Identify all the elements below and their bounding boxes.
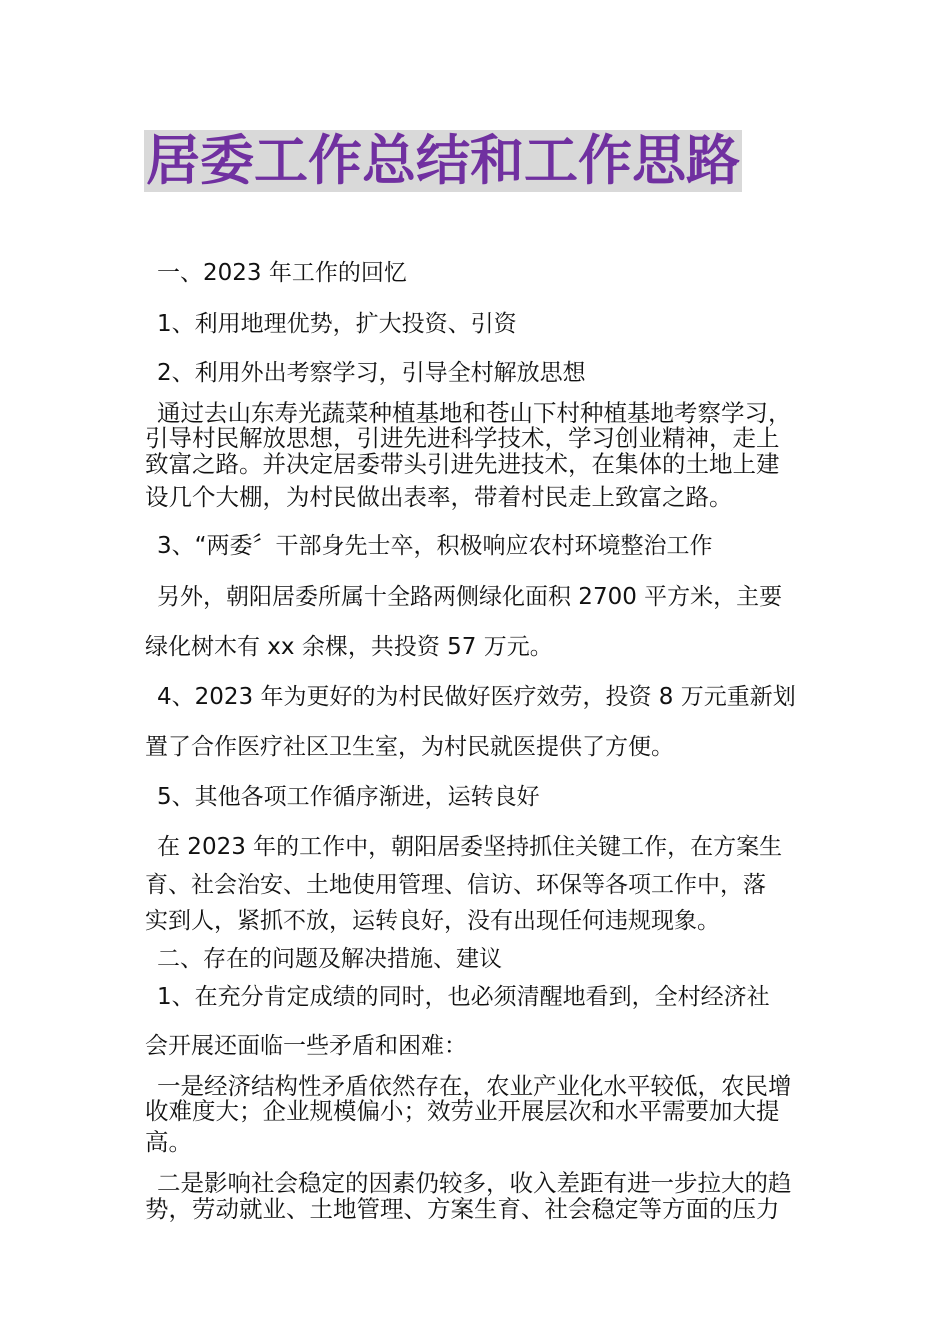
paragraph-line: 势，劳动就业、土地管理、方案生育、社会稳定等方面的压力 xyxy=(145,1195,780,1223)
item-4: 4、2023 年为更好的为村民做好医疗效劳，投资 8 万元重新划 xyxy=(157,684,796,710)
document-title: 居委工作总结和工作思路 xyxy=(146,129,740,192)
heading-section-1: 一、2023 年工作的回忆 xyxy=(157,260,407,286)
paragraph-line: 致富之路。并决定居委带头引进先进技术，在集体的土地上建 xyxy=(145,450,780,478)
paragraph-line: 实到人，紧抓不放，运转良好，没有出现任何违规现象。 xyxy=(145,908,720,934)
paragraph-line: 会开展还面临一些矛盾和困难： xyxy=(145,1033,467,1059)
paragraph-line: 绿化树木有 xx 余棵，共投资 57 万元。 xyxy=(145,634,553,660)
item-5: 5、其他各项工作循序渐进，运转良好 xyxy=(157,784,540,810)
item-1-problems: 1、在充分肯定成绩的同时，也必须清醒地看到，全村经济社 xyxy=(157,984,770,1010)
paragraph-line: 一是经济结构性矛盾依然存在，农业产业化水平较低，农民增 xyxy=(157,1072,792,1100)
paragraph-line: 置了合作医疗社区卫生室，为村民就医提供了方便。 xyxy=(145,734,674,760)
heading-section-2: 二、存在的问题及解决措施、建议 xyxy=(157,946,502,972)
paragraph-line: 设几个大棚，为村民做出表率，带着村民走上致富之路。 xyxy=(145,483,733,511)
paragraph-line: 收难度大；企业规模偏小；效劳业开展层次和水平需要加大提 xyxy=(145,1097,780,1125)
paragraph-line: 育、社会治安、土地使用管理、信访、环保等各项工作中，落 xyxy=(145,872,766,898)
item-2: 2、利用外出考察学习，引导全村解放思想 xyxy=(157,360,586,386)
item-1: 1、利用地理优势，扩大投资、引资 xyxy=(157,311,517,337)
paragraph-line: 在 2023 年的工作中，朝阳居委坚持抓住关键工作，在方案生 xyxy=(157,834,783,860)
paragraph-line: 二是影响社会稳定的因素仍较多，收入差距有进一步拉大的趋 xyxy=(157,1169,792,1197)
paragraph-line: 高。 xyxy=(145,1128,192,1156)
paragraph-line: 通过去山东寿光蔬菜种植基地和苍山下村种植基地考察学习， xyxy=(157,399,792,427)
paragraph-line: 另外，朝阳居委所属十全路两侧绿化面积 2700 平方米，主要 xyxy=(157,584,783,610)
item-3: 3、“两委〞干部身先士卒，积极响应农村环境整治工作 xyxy=(157,533,713,559)
paragraph-line: 引导村民解放思想，引进先进科学技术，学习创业精神，走上 xyxy=(145,424,780,452)
